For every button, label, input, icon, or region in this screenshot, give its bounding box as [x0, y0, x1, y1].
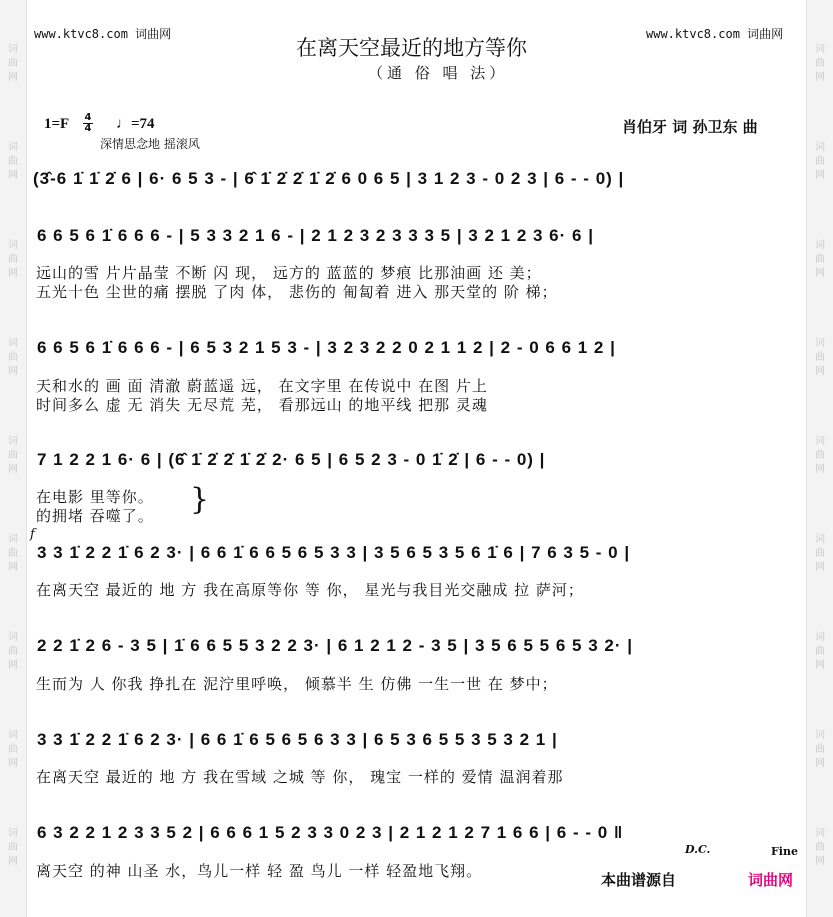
watermark-char: 词 — [8, 632, 18, 643]
time-signature-top: 4 — [84, 112, 92, 123]
watermark-char: 词 — [8, 44, 18, 55]
watermark-char: 曲 — [8, 842, 18, 853]
lyricist-composer-credits: 肖伯牙 词 孙卫东 曲 — [622, 118, 758, 136]
score-system-1-notes: (3̂-6 1̇ 1̇ 2̇ 6 | 6· 6 5 3 - | 6̂ 1̇ 2̇ 2̇ 1̇ 2̇ 6 0 6 5 | 3 1 2 3 - 0 2 3 | 6 - - 0) | — [33, 169, 625, 188]
lyrics-verse1-line2: 天和水的 画 面 清澈 蔚蓝遥 远， 在文字里 在传说中 在图 片上 — [36, 377, 488, 395]
watermark-char: 网 — [8, 464, 18, 475]
watermark-char: 网 — [815, 758, 825, 769]
watermark-char: 词 — [8, 436, 18, 447]
watermark-char: 词 — [815, 142, 825, 153]
watermark-char: 曲 — [8, 254, 18, 265]
left-watermark-strip — [0, 0, 27, 917]
watermark-char: 词 — [8, 534, 18, 545]
watermark-char: 词 — [815, 534, 825, 545]
watermark-char: 曲 — [8, 156, 18, 167]
lyrics-verse2-line2: 时间多么 虚 无 消失 无尽荒 芜， 看那远山 的地平线 把那 灵魂 — [36, 396, 488, 414]
watermark-char: 网 — [815, 72, 825, 83]
da-capo-marking: D.C. — [685, 843, 711, 856]
score-system-6-notes: 2 2 1̇ 2 6 - 3 5 | 1̇ 6 6 5 5 3 2 2 3· | 6 1 2 1 2 - 3 5 | 3 5 6 5 5 6 5 3 2· | — [37, 636, 633, 655]
score-system-3-notes: 6 6 5 6 1̇ 6 6 6 - | 6 5 3 2 1 5 3 - | 3 2 3 2 2 0 2 1 1 2 | 2 - 0 6 6 1 2 | — [37, 338, 616, 357]
watermark-char: 曲 — [815, 450, 825, 461]
watermark-char: 词 — [815, 44, 825, 55]
watermark-char: 曲 — [815, 58, 825, 69]
watermark-char: 曲 — [815, 842, 825, 853]
watermark-char: 词 — [8, 240, 18, 251]
dynamic-forte: f — [30, 527, 35, 542]
time-signature — [83, 113, 93, 134]
lyrics-chorus-line1: 在离天空 最近的 地 方 我在高原等你 等 你， 星光与我目光交融成 拉 萨河； — [36, 581, 584, 599]
watermark-char: 网 — [8, 660, 18, 671]
watermark-char: 词 — [815, 436, 825, 447]
score-system-8-notes: 6 3 2 2 1 2 3 3 5 2 | 6 6 6 1 5 2 3 3 0 2 3 | 2 1 2 1 2 7 1 6 6 | 6 - - 0 ‖ — [37, 823, 624, 842]
watermark-char: 曲 — [8, 548, 18, 559]
watermark-char: 曲 — [8, 58, 18, 69]
watermark-char: 词 — [8, 142, 18, 153]
watermark-char: 曲 — [8, 744, 18, 755]
lyrics-chorus-line4: 离天空 的神 山圣 水，鸟儿一样 轻 盈 鸟儿 一样 轻盈地飞翔。 — [36, 862, 483, 880]
watermark-char: 网 — [815, 464, 825, 475]
watermark-char: 词 — [815, 632, 825, 643]
watermark-char: 曲 — [8, 450, 18, 461]
watermark-char: 词 — [8, 828, 18, 839]
watermark-char: 词 — [815, 240, 825, 251]
watermark-char: 网 — [815, 268, 825, 279]
lyrics-verse2-line1: 五光十色 尘世的痛 摆脱 了肉 体， 悲伤的 匍匐着 进入 那天堂的 阶 梯； — [36, 283, 558, 301]
score-system-4-notes: 7 1 2 2 1 6· 6 | (6̂ 1̇ 2̇ 2̇ 1̇ 2̇ 2· 6 5 | 6 5 2 3 - 0 1̇ 2̇ | 6 - - 0) | — [37, 450, 546, 469]
watermark-char: 曲 — [815, 548, 825, 559]
watermark-char: 词 — [8, 730, 18, 741]
expression-marking: 深情思念地 摇滚风 — [100, 137, 200, 151]
watermark-char: 网 — [815, 170, 825, 181]
fine-marking: Fine — [771, 845, 798, 858]
watermark-char: 网 — [8, 856, 18, 867]
right-watermark-strip — [806, 0, 833, 917]
watermark-char: 曲 — [815, 646, 825, 657]
watermark-char: 网 — [8, 72, 18, 83]
score-system-2-notes: 6 6 5 6 1̇ 6 6 6 - | 5 3 3 2 1 6 - | 2 1 2 3 2 3 3 3 5 | 3 2 1 2 3 6· 6 | — [37, 226, 594, 245]
verse-brace: } — [190, 482, 210, 517]
song-subtitle: （通 俗 唱 法） — [368, 64, 509, 82]
watermark-char: 词 — [8, 338, 18, 349]
site-watermark-right: www.ktvc8.com 词曲网 — [646, 27, 784, 41]
watermark-char: 网 — [8, 758, 18, 769]
watermark-char: 曲 — [815, 254, 825, 265]
watermark-char: 曲 — [815, 744, 825, 755]
watermark-char: 网 — [8, 268, 18, 279]
lyrics-chorus-line2: 生而为 人 你我 挣扎在 泥泞里呼唤， 倾慕半 生 仿佛 一生一世 在 梦中； — [36, 675, 558, 693]
key-signature: 1=F — [44, 116, 70, 132]
watermark-char: 词 — [815, 828, 825, 839]
lyrics-chorus-line3: 在离天空 最近的 地 方 我在雪域 之城 等 你， 瑰宝 一样的 爱情 温润着那 — [36, 768, 564, 786]
watermark-char: 曲 — [8, 646, 18, 657]
tempo-marking: ♩=74 — [116, 116, 155, 132]
watermark-char: 网 — [815, 856, 825, 867]
watermark-char: 网 — [815, 562, 825, 573]
watermark-char: 网 — [815, 366, 825, 377]
song-title: 在离天空最近的地方等你 — [296, 36, 527, 60]
watermark-char: 网 — [8, 562, 18, 573]
lyrics-verse1-line1: 远山的雪 片片晶莹 不断 闪 现， 远方的 蓝蓝的 梦痕 比那油画 还 美； — [36, 264, 542, 282]
watermark-char: 曲 — [815, 352, 825, 363]
watermark-char: 网 — [8, 170, 18, 181]
watermark-char: 词 — [815, 730, 825, 741]
score-system-7-notes: 3 3 1̇ 2 2 1̇ 6 2 3· | 6 6 1̇ 6 5 6 5 6 3 3 | 6 5 3 6 5 5 3 5 3 2 1 | — [37, 730, 558, 749]
watermark-char: 词 — [815, 338, 825, 349]
footer-source-text: 本曲谱源自 — [601, 871, 677, 889]
score-system-5-notes: 3 3 1̇ 2 2 1̇ 6 2 3· | 6 6 1̇ 6 6 5 6 5 3 3 | 3 5 6 5 3 5 6 1̇ 6 | 7 6 3 5 - 0 | — [37, 543, 631, 562]
watermark-char: 网 — [815, 660, 825, 671]
lyrics-verse2-line3: 的拥堵 吞噬了。 — [36, 507, 154, 525]
footer-brand-link[interactable]: 词曲网 — [748, 871, 794, 889]
time-signature-bottom: 4 — [84, 123, 92, 134]
watermark-char: 曲 — [8, 352, 18, 363]
site-watermark-left: www.ktvc8.com 词曲网 — [34, 27, 172, 41]
lyrics-verse1-line3: 在电影 里等你。 — [36, 488, 154, 506]
watermark-char: 网 — [8, 366, 18, 377]
watermark-char: 曲 — [815, 156, 825, 167]
